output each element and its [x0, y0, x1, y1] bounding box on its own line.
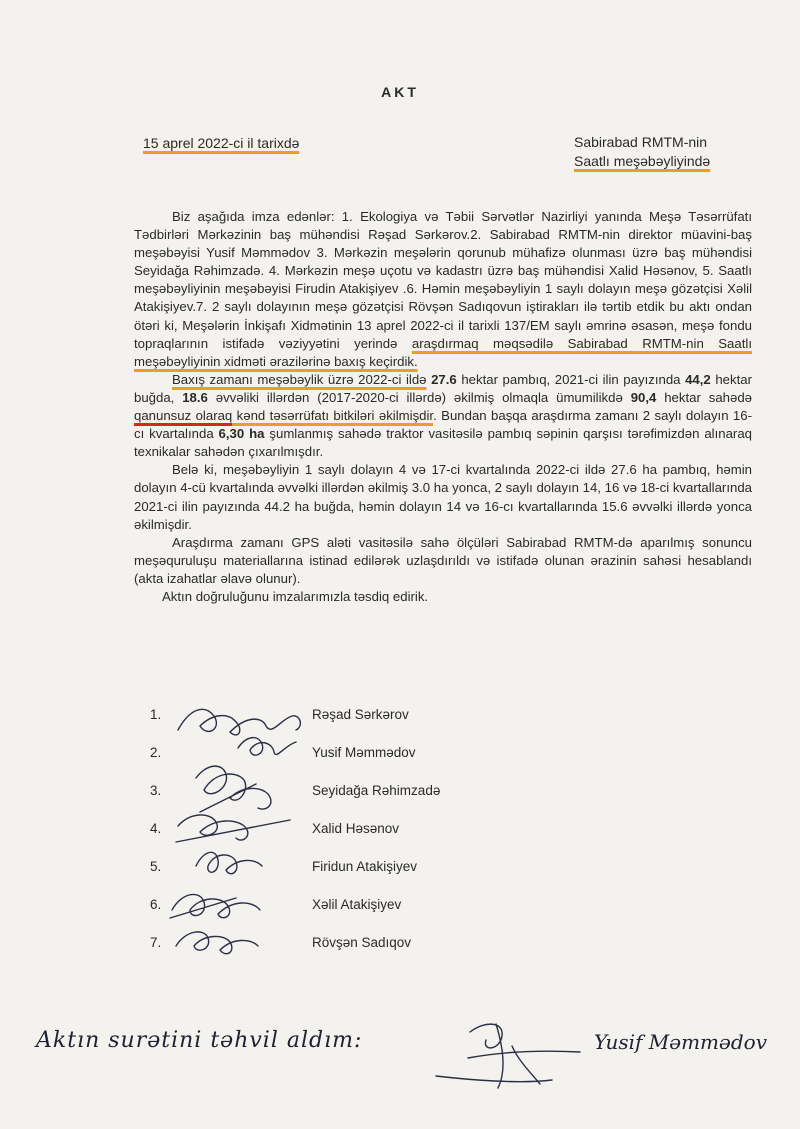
findings-text-4: hektar sahədə: [656, 389, 753, 405]
act-date: 15 aprel 2022-ci il tarixdə: [143, 135, 300, 151]
signature-7: [176, 932, 258, 954]
closing-statement: Aktın doğruluğunu imzalarımızla təsdiq edirik.: [162, 588, 429, 604]
highlight-illegal: qanunsuz olaraq: [134, 408, 233, 424]
signer-name: Xəlil Atakişiyev: [312, 897, 402, 912]
signature-3: [196, 766, 271, 812]
signer-number: 4.: [150, 821, 162, 836]
signature-4: [176, 815, 290, 842]
signature-6: [170, 894, 260, 918]
value-cotton: 27.6: [431, 371, 457, 387]
signer-number: 7.: [150, 935, 162, 950]
highlight-year: Baxış zamanı meşəbəylik üzrə 2022-ci ildə: [172, 371, 427, 387]
signer-number: 3.: [150, 783, 162, 798]
document-title: AKT: [381, 84, 419, 100]
value-total: 90,4: [630, 389, 657, 405]
signer-name: Xalid Həsənov: [312, 821, 400, 836]
signer-name: Rəşad Sərkərov: [312, 707, 409, 722]
signer-name: Yusif Məmmədov: [312, 745, 416, 760]
paragraph-details: Belə ki, meşəbəyliyin 1 saylı dolayın 4 və 17-ci kvartalında 2022-ci ildə 27.6 ha pambıq, həmin dolayın 4-cü kvartalında əvvəlki illərdən əkilmiş 3.0 ha yonca, 2 saylı dolayın 14, 16 və 18-ci kvartallarında 2021-ci ilin payızında 44.2 ha buğda, həmin dolayın 14 və 16-cı kvartallarında 15.6 əvvəlki illərdə yonca əkilmişdir.: [134, 462, 752, 532]
findings-text-5: . Bundan başqa araşdırma zamanı 2 saylı dolayın 16-cı kvartalında: [134, 408, 752, 442]
value-previous: 18.6: [182, 389, 208, 405]
place-line-2: Saatlı meşəbəyliyində: [574, 153, 711, 169]
handwritten-name: Yusif Məmmədov: [594, 1030, 767, 1054]
signature-5: [196, 852, 262, 873]
value-wheat: 44,2: [685, 371, 711, 387]
signature-2: [238, 738, 296, 756]
findings-text-2: hektar buğda,: [134, 371, 752, 405]
signer-name: Firidun Atakişiyev: [312, 859, 418, 874]
signer-name: Seyidağa Rəhimzadə: [312, 783, 441, 798]
highlight-crops: kənd təsərrüfatı bitkiləri əkilmişdir: [232, 408, 434, 424]
findings-text-6: şumlanmış sahədə traktor vasitəsilə pambıq səpinin qarşısı tərəfimizdən alınaraq texnikalar sahədən çıxarılmışdır.: [134, 426, 752, 460]
findings-text-1: hektar pambıq, 2021-ci ilin payızında: [456, 371, 686, 387]
signer-number: 1.: [150, 707, 162, 722]
paragraph-gps: Araşdırma zamanı GPS aləti vasitəsilə sahə ölçüləri Sabirabad RMTM-də aparılmış sonuncu meşəquruluşu materiallarına istinad edilərək uzlaşdırıldı və istifadə olunan ərazinin sahəsi hesablandı (akta izahatlar əlavə olunur).: [134, 534, 752, 586]
signer-number: 2.: [150, 745, 162, 760]
signer-name: Rövşən Sadıqov: [312, 935, 412, 950]
paragraph-participants-text: Biz aşağıda imza edənlər: 1. Ekologiya və Təbii Sərvətlər Nazirliyi yanında Meşə Təsərrüfatı Tədbirləri Mərkəzinin baş mühəndisi Rəşad Sərkərov.2. Sabirabad RMTM-nin direktor müavini-baş meşəbəyisi Yusif Məmmədov 3. Mərkəzin meşələrin qorunub mühafizə olunması üzrə baş mühəndisi Seyidağa Rəhimzadə. 4. Mərkəzin meşə uçotu və kadastrı üzrə baş mühəndisi Xalid Həsənov, 5. Saatlı meşəbəyliyinin meşəbəyisi Firudin Atakişiyev .6. Həmin meşəbəyliyin 1 saylı dolayın meşə gözətçisi Xəlil Atakişiyev.7. 2 saylı dolayının meşə gözətçisi Rövşən Sadıqovun iştirakları ilə tərtib etdik bu aktı ondan ötəri ki, Meşələrin İnkişafı Xidmətinin 13 aprel 2022-ci il tarixli 137/EM saylı əmrinə əsasən, meşə fondu topraqlarının istifadə vəziyyətini yerində: [134, 209, 752, 351]
findings-text-3: əvvəliki illərdən (2017-2020-ci illərdə) əkilmiş olmaqla ümumilikdə: [207, 389, 631, 405]
signer-number: 6.: [150, 897, 162, 912]
place-line-1: Sabirabad RMTM-nin: [574, 134, 708, 150]
signer-number: 5.: [150, 859, 162, 874]
signature-1: [178, 709, 300, 735]
handwritten-note: Aktın surətini təhvil aldım:: [36, 1028, 363, 1053]
highlight-inspection: araşdırmaq məqsədilə Sabirabad RMTM-nin Saatlı meşəbəyliyinin xidməti ərazilərinə baxış keçirdik.: [134, 335, 752, 369]
value-plowed: 6,30 ha: [218, 426, 265, 442]
signature-bottom: [436, 1024, 580, 1088]
